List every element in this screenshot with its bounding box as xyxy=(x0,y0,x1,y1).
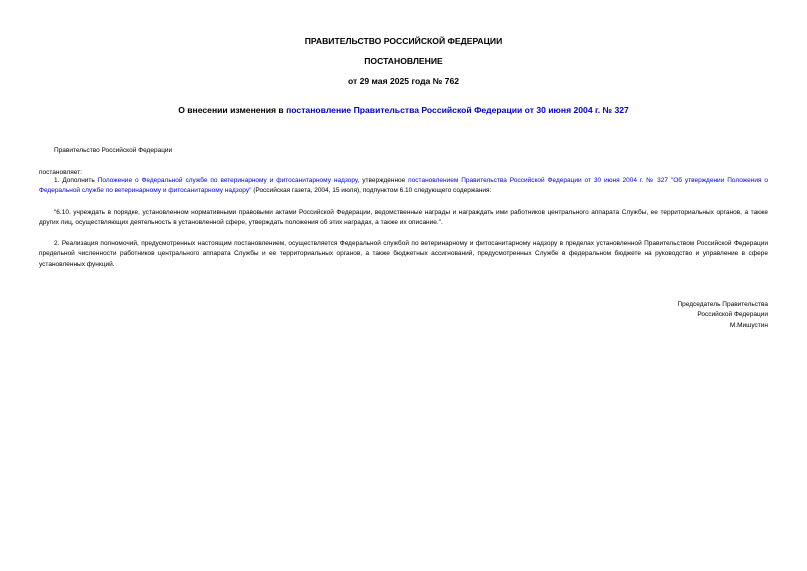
regulation-link[interactable]: Положение о Федеральной службе по ветеринарному и фитосанитарному надзору xyxy=(97,177,358,184)
document-type: ПОСТАНОВЛЕНИЕ xyxy=(364,56,443,66)
para1-text-start: 1. Дополнить xyxy=(54,177,98,184)
paragraph-2: 2. Реализация полномочий, предусмотренных настоящим постановлением, осуществляется Федеральной службой по ветеринарному и фитосанитарному надзору в пределах установленной Правительством Российской Федерации предельной численности работников центрального аппарата Службы и ее территориальных органов, а также бюджетных ассигнований, предусмотренных Службе в федеральном бюджете на руководство и управление в сфере установленных функций. xyxy=(39,240,768,268)
paragraph-1 xyxy=(39,176,768,197)
title-prefix: О внесении изменения в xyxy=(178,105,287,115)
document-title xyxy=(0,105,807,115)
para1-text-end: (Российская газета, 2004, 15 июля), подпунктом 6.10 следующего содержания: xyxy=(251,187,492,195)
signature-block xyxy=(677,300,768,331)
para1-text-mid: , утвержденное xyxy=(357,177,409,184)
signatory-name: М.Мишустин xyxy=(729,321,768,329)
paragraph-subclause-6-10: "6.10. учреждать в порядке, установленном нормативными правовыми актами Российской Федерации, ведомственные награды и награждать ими работников центрального аппарата Службы, ее территориальных органов, а также других лиц, осуществляющих деятельность в установленной сфере, утверждать положения об этих наградах, а также их описание.". xyxy=(39,209,768,227)
issuer-line: Правительство Российской Федерации xyxy=(54,147,173,154)
amended-decree-link[interactable]: постановление Правительства Российской Федерации от 30 июня 2004 г. № 327 xyxy=(286,105,629,115)
signatory-position: Председатель Правительства xyxy=(677,301,768,308)
issuing-authority: ПРАВИТЕЛЬСТВО РОССИЙСКОЙ ФЕДЕРАЦИИ xyxy=(304,36,503,46)
decree-link[interactable]: постановлением Правительства Российской Федерации от 30 июня 2004 г. № 327 "Об утверждении Положения о Федеральной службе по ветеринарному и фитосанитарному надзору" xyxy=(39,177,769,195)
signatory-organization: Российской Федерации xyxy=(697,311,768,319)
document-date-number: от 29 мая 2025 года № 762 xyxy=(347,76,460,86)
decrees-line: постановляет: xyxy=(39,169,82,176)
